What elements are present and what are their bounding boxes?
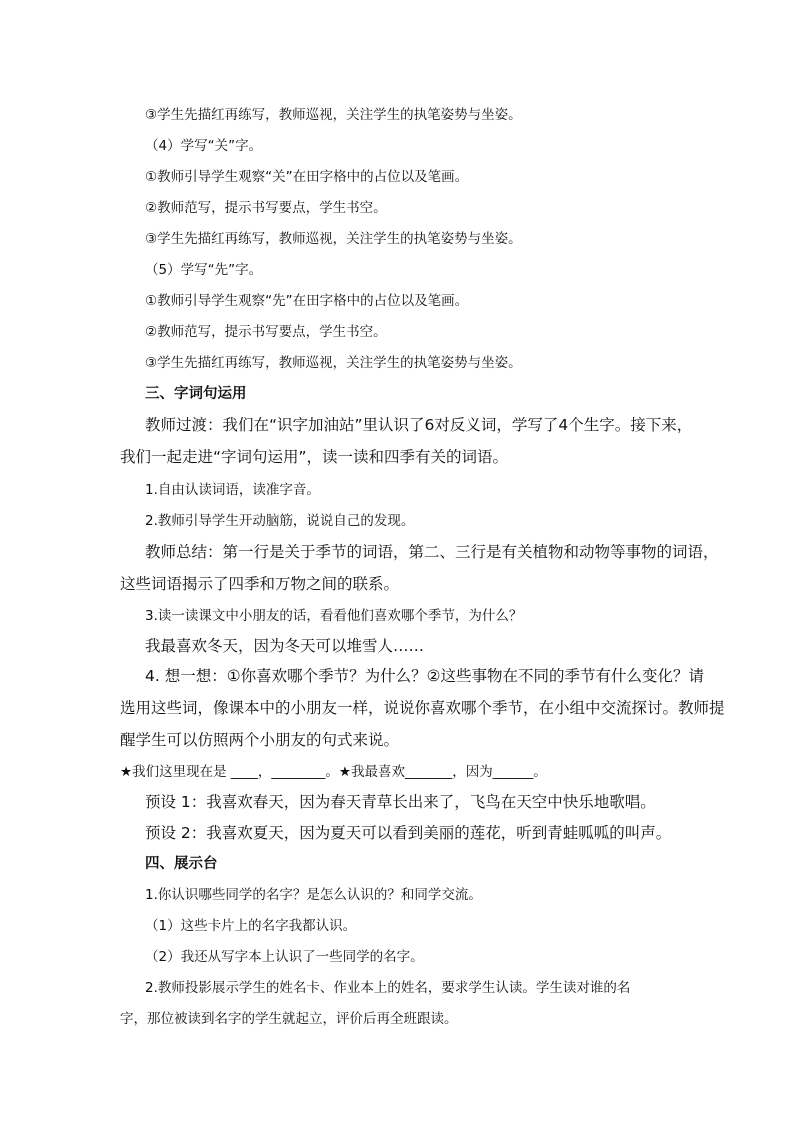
paragraph: 选用这些词，像课本中的小朋友一样，说说你喜欢哪个季节，在小组中交流探讨。教师提 xyxy=(120,699,725,717)
paragraph: 教师过渡：我们在“识字加油站”里认识了6对反义词，学写了4个生字。接下来， xyxy=(145,416,693,434)
list-item: 4. 想一想：①你喜欢哪个季节？为什么？②这些事物在不同的季节有什么变化？请 xyxy=(145,667,705,685)
paragraph: 这些词语揭示了四季和万物之间的联系。 xyxy=(120,575,400,593)
paragraph: ③学生先描红再练写，教师巡视，关注学生的执笔姿势与坐姿。 xyxy=(145,355,522,371)
paragraph: ②教师范写，提示书写要点，学生书空。 xyxy=(145,200,387,216)
section-heading: 四、展示台 xyxy=(145,856,218,872)
paragraph: ③学生先描红再练写，教师巡视，关注学生的执笔姿势与坐姿。 xyxy=(145,231,522,247)
paragraph: 教师总结：第一行是关于季节的词语，第二、三行是有关植物和动物等事物的词语， xyxy=(145,543,719,561)
list-item: （2）我还从写字本上认识了一些同学的名字。 xyxy=(145,949,424,965)
fill-in-sentence: ★我们这里现在是 ____，________。★我最喜欢_______，因为______。 xyxy=(120,764,547,780)
list-item: 1.你认识哪些同学的名字？是怎么认识的？和同学交流。 xyxy=(145,887,482,903)
paragraph: ②教师范写，提示书写要点，学生书空。 xyxy=(145,324,387,340)
list-item: 2.教师投影展示学生的姓名卡、作业本上的姓名，要求学生认读。学生读对谁的名 xyxy=(145,980,631,996)
list-item: 2.教师引导学生开动脑筋，说说自己的发现。 xyxy=(145,513,415,529)
paragraph: 我最喜欢冬天，因为冬天可以堆雪人…… xyxy=(145,637,425,655)
paragraph: ①教师引导学生观察“先”在田字格中的占位以及笔画。 xyxy=(145,293,469,309)
paragraph: ①教师引导学生观察“关”在田字格中的占位以及笔画。 xyxy=(145,169,469,185)
list-item: 1.自由认读词语，读准字音。 xyxy=(145,482,320,498)
list-item: （1）这些卡片上的名字我都认识。 xyxy=(145,918,357,934)
subheading: （4）学写“关”字。 xyxy=(145,138,263,154)
paragraph: ③学生先描红再练写，教师巡视，关注学生的执笔姿势与坐姿。 xyxy=(145,107,522,123)
paragraph: 我们一起走进“字词句运用”，读一读和四季有关的词语。 xyxy=(120,448,509,466)
section-heading: 三、字词句运用 xyxy=(145,386,247,402)
paragraph: 预设 1：我喜欢春天，因为春天青草长出来了，飞鸟在天空中快乐地歌唱。 xyxy=(145,793,656,811)
list-item: 3.读一读课文中小朋友的话，看看他们喜欢哪个季节，为什么？ xyxy=(145,608,523,624)
subheading: （5）学写“先”字。 xyxy=(145,262,263,278)
paragraph: 字，那位被读到名字的学生就起立，评价后再全班跟读。 xyxy=(120,1011,458,1027)
paragraph: 预设 2：我喜欢夏天，因为夏天可以看到美丽的莲花，听到青蛙呱呱的叫声。 xyxy=(145,824,672,842)
paragraph: 醒学生可以仿照两个小朋友的句式来说。 xyxy=(120,731,400,749)
